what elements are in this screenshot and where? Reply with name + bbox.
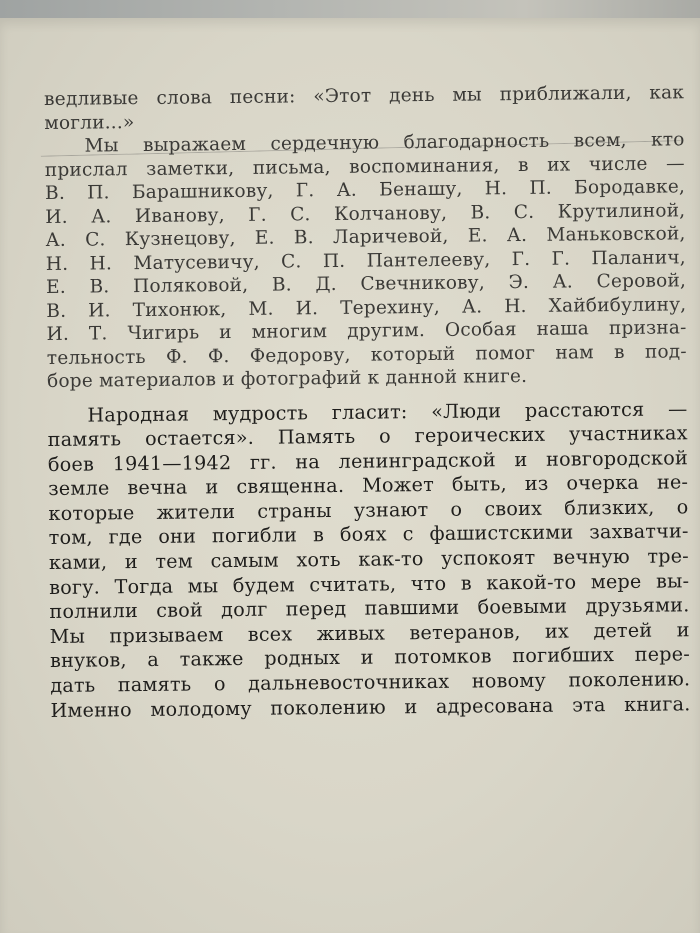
- paragraph-folk-wisdom: [47, 397, 690, 723]
- text-line: вогу. Тогда мы будем считать, что в какой-то мере вы-: [49, 568, 690, 599]
- text-line: Н. Н. Матусевичу, С. П. Пантелееву, Г. Г. Паланич,: [45, 246, 686, 275]
- text-line: боев 1941—1942 гг. на ленинградской и новгородской: [47, 445, 689, 476]
- text-line: тельность Ф. Ф. Федорову, который помог нам в под-: [46, 340, 687, 369]
- text-line: Мы призываем всех живых ветеранов, их детей и: [49, 618, 690, 648]
- text-line: боре материалов и фотографий к данной книге.: [46, 365, 528, 392]
- text-line: могли...»: [44, 111, 135, 134]
- text-line: И. Т. Чигирь и многим другим. Особая наша призна-: [46, 317, 687, 345]
- text-line: которые жители страны узнают о своих близких, о: [48, 495, 689, 525]
- text-line: ведливые слова песни: «Этот день мы приближали, как: [44, 82, 685, 110]
- text-line: память остается». Память о героических участниках: [47, 421, 688, 452]
- text-line: дать память о дальневосточниках новому поколению.: [50, 667, 691, 697]
- text-line: И. А. Иванову, Г. С. Колчанову, В. С. Крутилиной,: [45, 199, 686, 228]
- text-line: ками, и тем самым хоть как-то успокоят вечную тре-: [48, 544, 690, 575]
- text-line: Именно молодому поколению и адресована эта книга.: [50, 691, 691, 722]
- text-line: В. П. Барашникову, Г. А. Бенашу, Н. П. Бородавке,: [44, 176, 686, 204]
- text-line: А. С. Кузнецову, Е. В. Ларичевой, Е. А. Маньковской,: [45, 223, 686, 251]
- text-line: Е. В. Поляковой, В. Д. Свечникову, Э. А. Серовой,: [45, 270, 687, 298]
- text-line: В. И. Тихонюк, М. И. Терехину, А. Н. Хайбибулину,: [46, 293, 687, 322]
- paragraph-acknowledgements: [44, 81, 687, 393]
- text-line: Народная мудрость гласит: «Люди расстаются —: [87, 396, 688, 427]
- text-line: полнили свой долг перед павшими боевыми друзьями.: [49, 593, 690, 624]
- text-line: земле вечна и священна. Может быть, из очерка не-: [48, 470, 689, 501]
- text-line: том, где они погибли в боях с фашистскими захватчи-: [48, 519, 689, 550]
- text-line: прислал заметки, письма, воспоминания, в их числе —: [44, 152, 685, 181]
- text-line: внуков, а также родных и потомков погибших пере-: [49, 642, 691, 673]
- text-line: Мы выражаем сердечную благодарность всем, кто: [84, 129, 685, 157]
- page-text: [44, 81, 691, 723]
